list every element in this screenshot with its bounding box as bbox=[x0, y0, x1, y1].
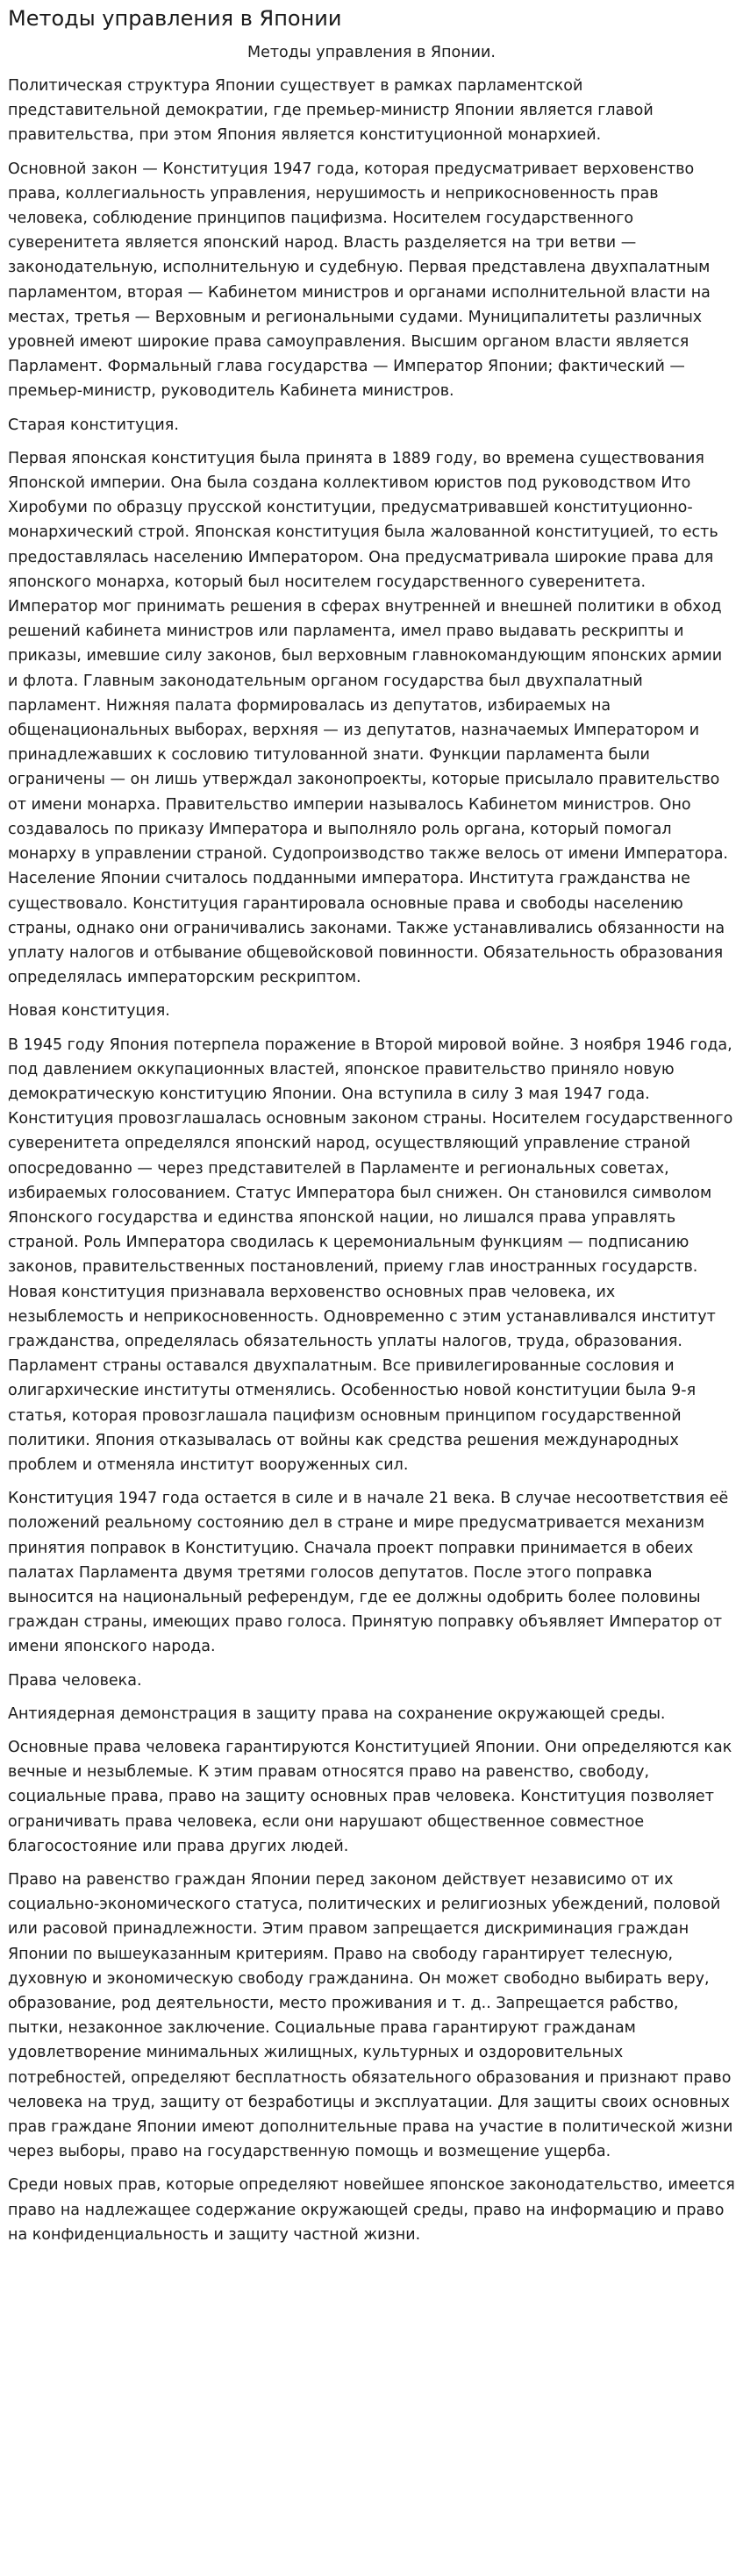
paragraph-basic-rights: Основные права человека гарантируются Конституцией Японии. Они определяются как вечные и незыблемые. К этим правам относятся право на равенство, свободу, социальные права, право на защиту основных прав человека. Конституция позволяет ограничивать права человека, если они нарушают общественное совместное благосостояние или права других людей. bbox=[8, 1739, 732, 1855]
paragraph-new-rights: Среди новых прав, которые определяют новейшее японское законодательство, имеется право на надлежащее содержание окружающей среды, право на информацию и право на конфиденциальность и защиту частной жизни. bbox=[8, 2176, 735, 2244]
paragraph-amendments: Конституция 1947 года остается в силе и в начале 21 века. В случае несоответствия её положений реальному состоянию дел в стране и мире предусматривается механизм принятия поправок в Конституцию. Сначала проект поправки принимается в обеих палатах Парламента двумя третями голосов депутатов. После этого поправка выносится на национальный референдум, где ее должны одобрить более половины граждан страны, имеющих право голоса. Принятую поправку объявляет Император от имени японского народа. bbox=[8, 1490, 729, 1656]
paragraph-new-constitution: В 1945 году Япония потерпела поражение в Второй мировой войне. 3 ноября 1946 года, под давлением оккупационных властей, японское правительство приняло новую демократическую конституцию Японии. Она вступила в силу 3 мая 1947 года. Конституция провозглашалась основным законом страны. Носителем государственного суверенитета определялся японский народ, осуществляющий управление страной опосредованно — через представителей в Парламенте и региональных советах, избираемых голосованием. Статус Императора был снижен. Он становился символом Японского государства и единства японской нации, но лишался права управлять страной. Роль Императора сводилась к церемониальным функциям — подписанию законов, правительственных постановлений, приему глав иностранных государств. Новая конституция признавала верховенство основных прав человека, их незыблемость и неприкосновенность. Одновременно с этим устанавливался институт гражданства, определялась обязательность уплаты налогов, труда, образования. Парламент страны оставался двухпалатным. Все привилегированные сословия и олигархические институты отменялись. Особенностью новой конституции была 9-я статья, которая провозглашала пацифизм основным принципом государственной политики. Япония отказывалась от войны как средства решения международных проблем и отменяла институт вооруженных сил. bbox=[8, 1035, 733, 1474]
paragraph-intro: Политическая структура Японии существует в рамках парламентской представительной демократии, где премьер-министр Японии является главой правительства, при этом Япония является конституционной монархией. bbox=[8, 77, 654, 145]
paragraph-old-constitution: Первая японская конституция была принята в 1889 году, во времена существования Японской империи. Она была создана коллективом юристов под руководством Ито Хиробуми по образцу прусской конституции, предусматривавшей конституционно-монархический строй. Японская конституция была жалованной конституцией, то есть предоставлялась населению Императором. Она предусматривала широкие права для японского монарха, который был носителем государственного суверенитета. Император мог принимать решения в сферах внутренней и внешней политики в обход решений кабинета министров или парламента, имел право выдавать рескрипты и приказы, имевшие силу законов, был верховным главнокомандующим японских армии и флота. Главным законодательным органом государства был двухпалатный парламент. Нижняя палата формировалась из депутатов, избираемых на общенациональных выборах, верхняя — из депутатов, назначаемых Императором и принадлежавших к сословию титулованной знати. Функции парламента были ограничены — он лишь утверждал законопроекты, которые присылало правительство от имени монарха. Правительство империи называлось Кабинетом министров. Оно создавалось по приказу Императора и выполняло роль органа, который помогал монарху в управлении страной. Судопроизводство также велось от имени Императора. Население Японии считалось подданными императора. Института гражданства не существовало. Конституция гарантировала основные права и свободы населению страны, однако они ограничивались законами. Также устанавливались обязанности на уплату налогов и отбывание общевойсковой повинности. Обязательность образования определялась императорским рескриптом. bbox=[8, 449, 728, 987]
paragraph-basic-law: Основной закон — Конституция 1947 года, которая предусматривает верховенство права, коллегиальность управления, нерушимость и неприкосновенность прав человека, соблюдение принципов пацифизма. Носителем государственного суверенитета является японский народ. Власть разделяется на три ветви — законодательную, исполнительную и судебную. Первая представлена двухпалатным парламентом, вторая — Кабинетом министров и органами исполнительной власти на местах, третья — Верховным и региональными судами. Муниципалитеты различных уровней имеют широкие права самоуправления. Высшим органом власти является Парламент. Формальный глава государства — Император Японии; фактический — премьер-министр, руководитель Кабинета министров. bbox=[8, 160, 711, 401]
section-heading-old-constitution: Старая конституция. bbox=[8, 416, 179, 434]
section-heading-human-rights: Права человека. bbox=[8, 1671, 142, 1690]
section-heading-new-constitution: Новая конституция. bbox=[8, 1002, 170, 1021]
document-subtitle: Методы управления в Японии. bbox=[247, 44, 496, 61]
paragraph-equality-rights: Право на равенство граждан Японии перед законом действует независимо от их социально-экономического статуса, политических и религиозных убеждений, половой или расовой принадлежности. Этим правом запрещается дискриминация граждан Японии по вышеуказанным критериям. Право на свободу гарантирует телесную, духовную и экономическую свободу гражданина. Он может свободно выбирать веру, образование, род деятельности, место проживания и т. д.. Запрещается рабство, пытки, незаконное заключение. Социальные права гарантируют гражданам удовлетворение минимальных жилищных, культурных и оздоровительных потребностей, определяют бесплатность обязательного образования и признают право человека на труд, защиту от безработицы и эксплуатации. Для защиты своих основных прав граждане Японии имеют дополнительные права на участие в политической жизни через выборы, право на государственную помощь и возмещение ущерба. bbox=[8, 1871, 733, 2161]
page-title: Методы управления в Японии bbox=[8, 6, 342, 31]
image-caption-demonstration: Антиядерная демонстрация в защиту права на сохранение окружающей среды. bbox=[8, 1704, 666, 1723]
